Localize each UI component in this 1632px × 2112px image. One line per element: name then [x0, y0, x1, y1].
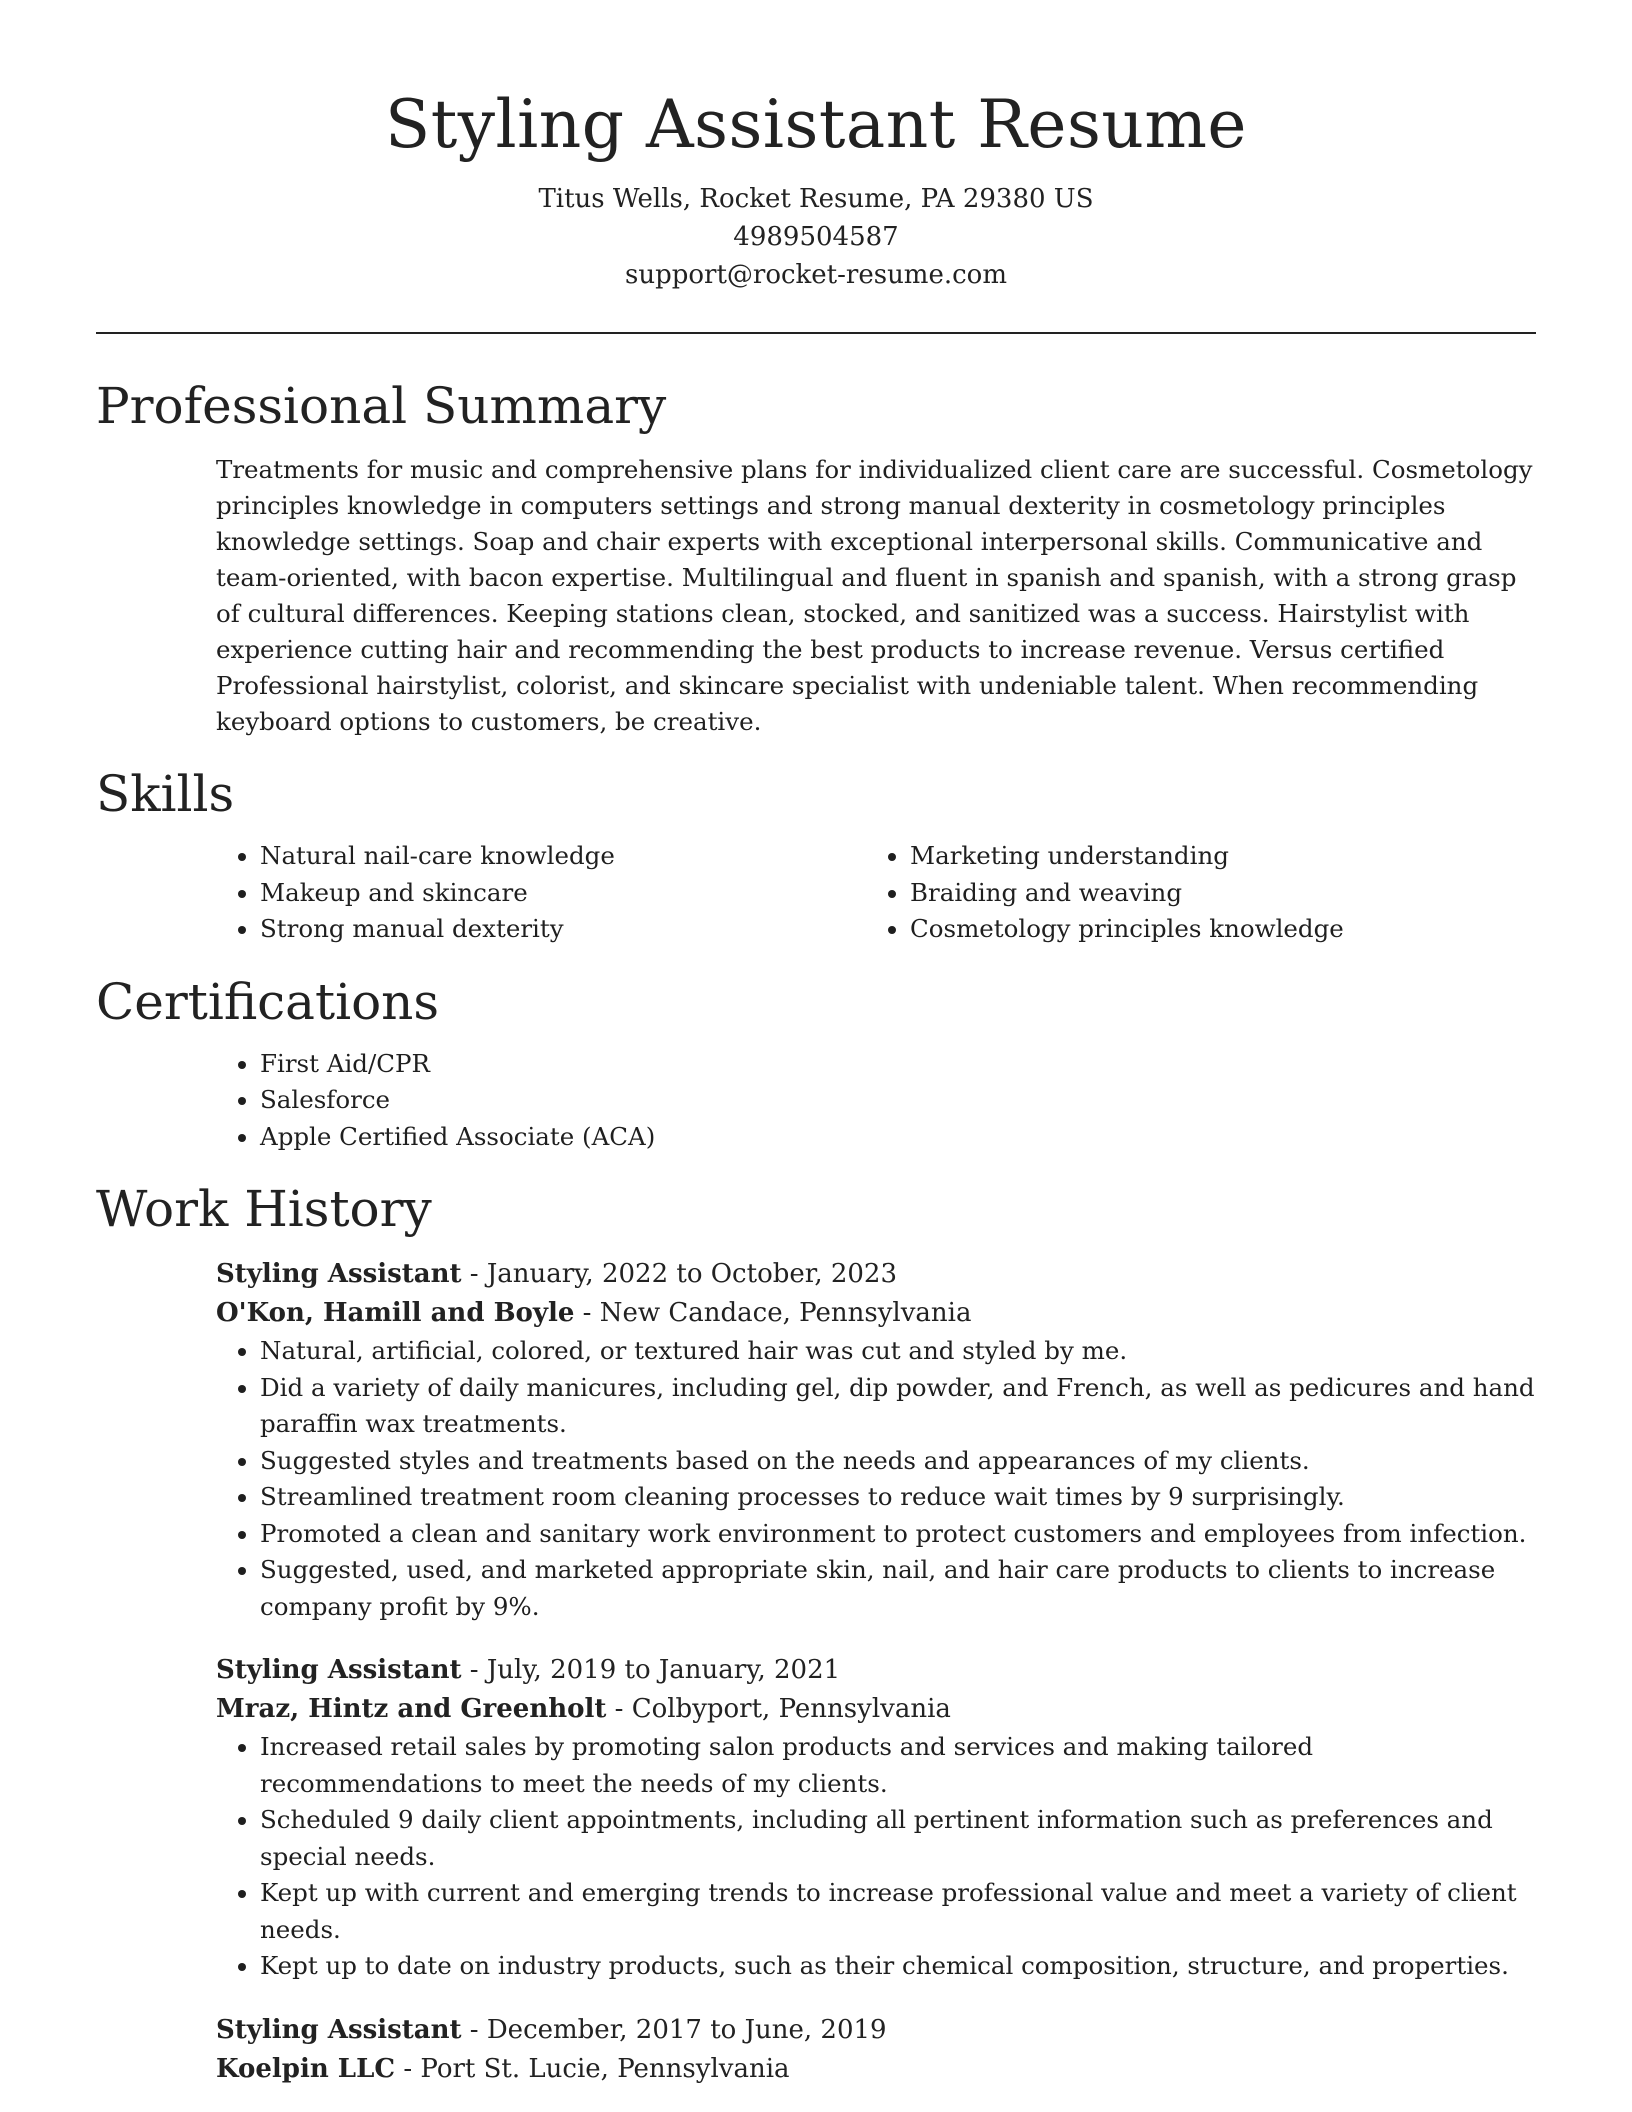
list-item: • Streamlined treatment room cleaning processes to reduce wait times by 9 surprisingly.	[260, 1479, 1536, 1516]
job-company-line	[216, 1690, 1536, 1729]
list-item: • Natural nail-care knowledge	[260, 838, 866, 875]
job-title: Styling Assistant	[216, 2014, 462, 2045]
contact-phone: 4989504587	[733, 222, 899, 252]
job-title-line	[216, 2011, 1536, 2050]
contact-address: Titus Wells, Rocket Resume, PA 29380 US	[538, 184, 1094, 214]
certifications-bullets	[216, 1046, 1536, 1156]
job-dates: - January, 2022 to October, 2023	[461, 1259, 898, 1289]
work-history-heading: Work History	[96, 1180, 432, 1238]
job-title: Styling Assistant	[216, 1655, 462, 1685]
job-bullets	[216, 1729, 1536, 1985]
job-company-line	[216, 1294, 1536, 1333]
list-item: • Kept up with current and emerging trends to increase professional value and meet a variety of client needs.	[260, 1875, 1536, 1948]
list-item: • Increased retail sales by promoting salon products and services and making tailored recommendations to meet the needs of my clients.	[260, 1729, 1536, 1802]
contact-block	[96, 180, 1536, 294]
page-title: Styling Assistant Resume	[384, 86, 1247, 163]
list-item: • Suggested styles and treatments based on the needs and appearances of my clients.	[260, 1443, 1536, 1480]
skills-columns	[216, 838, 1536, 948]
contact-email: support@rocket-resume.com	[624, 260, 1007, 290]
list-item: • Suggested, used, and marketed appropriate skin, nail, and hair care products to clients to increase company profit by 9%.	[260, 1552, 1536, 1625]
list-item: • Salesforce	[260, 1082, 1536, 1119]
certifications-list	[216, 1046, 1536, 1156]
list-item: • Braiding and weaving	[910, 875, 1516, 912]
skills-heading: Skills	[96, 765, 235, 823]
job-dates: - December, 2017 to June, 2019	[461, 2014, 887, 2045]
resume-page	[96, 0, 1536, 2089]
summary-heading: Professional Summary	[96, 377, 667, 435]
skills-column-left	[216, 838, 866, 948]
job-company: Mraz, Hintz and Greenholt	[216, 1694, 607, 1724]
job-title-line	[216, 1255, 1536, 1294]
list-item: • Kept up to date on industry products, such as their chemical composition, structure, and properties.	[260, 1948, 1536, 1985]
list-item: • Apple Certified Associate (ACA)	[260, 1119, 1536, 1156]
job-title-line	[216, 1651, 1536, 1690]
job-company: Koelpin LLC	[216, 2053, 396, 2084]
skills-list-left	[216, 838, 866, 948]
job-bullets	[216, 1333, 1536, 1625]
job-entry	[216, 1255, 1536, 1625]
certifications-heading: Certifications	[96, 972, 440, 1031]
list-item: • Marketing understanding	[910, 838, 1516, 875]
job-company-line	[216, 2050, 1536, 2089]
skills-list-right	[866, 838, 1516, 948]
list-item: • Promoted a clean and sanitary work environment to protect customers and employees from infection.	[260, 1516, 1536, 1553]
job-company: O'Kon, Hamill and Boyle	[216, 1298, 575, 1328]
summary-text: Treatments for music and comprehensive plans for individualized client care are successful. Cosmetology principles knowledge in computers settings and strong manual dexterity in cosmetology principles knowledge settings. Soap and chair experts with exceptional interpersonal skills. Communicative and team-oriented, with bacon expertise. Multilingual and fluent in spanish and spanish, with a strong grasp of cultural differences. Keeping stations clean, stocked, and sanitized was a success. Hairstylist with experience cutting hair and recommending the best products to increase revenue. Versus certified Professional hairstylist, colorist, and skincare specialist with undeniable talent. When recommending keyboard options to customers, be creative.	[216, 455, 1533, 736]
header-divider	[96, 332, 1536, 334]
job-title: Styling Assistant	[216, 1259, 462, 1289]
list-item: • Scheduled 9 daily client appointments, including all pertinent information such as preferences and special needs.	[260, 1802, 1536, 1875]
list-item: • Makeup and skincare	[260, 875, 866, 912]
job-entry	[216, 2011, 1536, 2089]
list-item: • First Aid/CPR	[260, 1046, 1536, 1083]
list-item: • Natural, artificial, colored, or textured hair was cut and styled by me.	[260, 1333, 1536, 1370]
list-item: • Cosmetology principles knowledge	[910, 911, 1516, 948]
job-location: - New Candace, Pennsylvania	[574, 1298, 972, 1328]
job-location: - Colbyport, Pennsylvania	[606, 1694, 951, 1724]
list-item: • Did a variety of daily manicures, including gel, dip powder, and French, as well as pedicures and hand paraffin wax treatments.	[260, 1370, 1536, 1443]
job-dates: - July, 2019 to January, 2021	[461, 1655, 841, 1685]
job-entry	[216, 1651, 1536, 1985]
skills-column-right	[866, 838, 1516, 948]
job-location: - Port St. Lucie, Pennsylvania	[395, 2053, 790, 2084]
resume-header	[96, 0, 1536, 334]
list-item: • Strong manual dexterity	[260, 911, 866, 948]
